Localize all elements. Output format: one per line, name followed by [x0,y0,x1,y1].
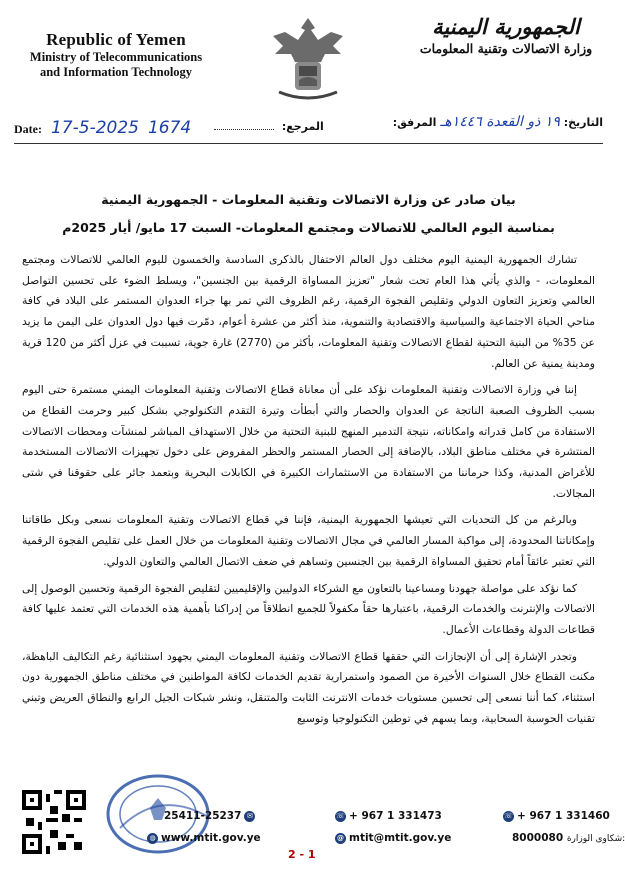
paragraph-3: وبالرغم من كل التحديات التي تعيشها الجمهورية اليمنية، فإننا في قطاع الاتصالات وتقنية المعلومات نسعى وبكل طاقاتنا وإمكاناتنا المحدودة، إلى مواكبة المسار العالمي في مجال الاتصالات وتقنية المعلومات من خلال العمل على تقليص الفجوة الرقمية التي تعتبر عائقاً أمام تحقيق المساواة الرقمية بين الجنسين وتساهم في ضعف الاتصال العالمي والتعاون الدولي. [22,513,595,568]
eagle-emblem-icon [265,10,351,106]
hijri-value: ١٩ ذو القعدة ١٤٤٦هـ [440,114,560,130]
complaints-number: 8000080 [512,832,564,844]
title-line-2: بمناسبة اليوم العالمي للاتصالات ومجتمع المعلومات- السبت 17 مايو/ أيار 2025م [62,220,555,235]
phone-icon: ☏ [504,811,513,820]
paragraph-2: إننا في وزارة الاتصالات وتقنية المعلومات نؤكد على أن معاناة قطاع الاتصالات وتقنية المعلومات اليمني مستمرة حتى اليوم بسبب الظروف الصعبة الناتجة عن العدوان والحصار والتي أبطأت وتيرة التقدم التكنولوجي بشكل كبير وحرمت القطاع من الاستفادة من كامل قدراته وامكاناته، نتيجة التدمير المنهج للبنية التحتية من خلال الاستهداف المباشر لمنشآت ومحطات الاتصالات المنتشرة في مختلف مناطق البلاد، بالإضافة إلى الحصار المستمر والحظر المفروض على دخول تجهيزات الاتصالات المستخدمة للأغراض المدنية، وكذا حرماننا من الاستفادة من الاستثمارات الكبيرة في الكابلات البحرية وبتعمد جائر على حقوقنا في شتى المجالات. [22,383,595,500]
phone-1-text: + 967 1 331473 [349,810,442,822]
date-field [14,118,191,138]
phone-2 [500,810,610,822]
ministry-name-ar: وزارة الاتصالات وتقنية المعلومات [419,41,593,56]
website-text: www.mtit.gov.ye [161,832,261,844]
paragraph-4: كما نؤكد على مواصلة جهودنا ومساعينا بالتعاون مع الشركاء الدوليين والإقليميين لتقليص الفجوة الرقمية وتحسين الوصول إلى الاتصالات والإنترنت والخدمات الرقمية، باعتبارها حقاً مكفولاً للجميع انطلاقاً من إدراكنا بأهمية هذه الخدمات التي تعتمد عليها كافة قطاعات الدولة وقطاعات الأعمال. [22,581,595,636]
paragraph-1: تشارك الجمهورية اليمنية اليوم مختلف دول العالم الاحتفال بالذكرى السادسة والخمسون لليوم العالمي للاتصالات ومجتمع المعلومات، - والذي يأتي هذا العام تحت شعار "تعزيز المساواة الرقمية بين الجنسين"، ويسلط الضوء على تحسين التواصل العالمي وتعزيز التعاون الدولي وتقليص الفجوة الرقمية، رغم الظروف التي تمر بها جراء العدوان المستمر على البلاد في كافة مناحي الحياة الاجتماعية والسياسية والاقتصادية والتنموية، منذ أكثر من عشرة أعوام، دمّرت فيها دول العدوان على اليمن ما يزيد عن 35% من البنية التحتية لقطاع الاتصالات وتقنية المعلومات، بأكثر من (2770) غارة جوية، تسببت في عزل أكثر من 120 قرية ومدينة يمنية عن العالم. [22,253,596,370]
globe-icon: ◍ [147,833,158,844]
title-line-1: بيان صادر عن وزارة الاتصالات وتقنية المعلومات - الجمهورية اليمنية [101,192,516,207]
ministry-name-en-line2: and Information Technology [39,65,193,79]
ref-field [214,120,324,133]
email-text: mtit@mtit.gov.ye [349,832,452,844]
complaints-label: شكاوى الوزارة: [566,834,625,844]
attach-label: المرفق: [392,116,437,129]
complaints-line [512,832,625,844]
ref-label: المرجع: [281,120,324,133]
country-name-ar: الجمهورية اليمنية [432,14,580,39]
fax-number [164,810,258,822]
reference-row [14,112,603,142]
phone-2-text: + 967 1 331460 [517,810,610,822]
statement-title [20,186,597,242]
statement-body [22,250,595,735]
hijri-label: التاريخ: [563,116,603,129]
email-icon: @ [337,833,344,842]
english-header [16,30,216,80]
date-label: Date: [14,122,42,136]
paragraph-5: وتجدر الإشارة إلى أن الإنجازات التي حققها قطاع الاتصالات وتقنية المعلومات اليمني بجهود استثنائية رغم التكاليف الباهظة، مكنت القطاع خلال السنوات الأخيرة من الصمود واستمرارية تقديم الخدمات لكافة المواطنين في مختلف مناطق الجمهورية دون استثناء، كما أننا نسعى إلى تحسين مستويات خدمات الانترنت الثابت والمتنقل، ونشر شبكات الجيل الرابع والنطاق العريض وتبني تقنيات الحوسبة السحابية، وبما يسهم في توطين التكنولوجيا وتوسيع [22,649,595,725]
ministry-name-en-line1: Ministry of Telecommunications [29,50,203,64]
phone-1 [332,810,442,822]
ref-dotted-line [214,129,274,130]
header-divider [14,143,603,144]
country-name-en: Republic of Yemen [46,30,186,49]
ref-number: 1674 [147,118,192,138]
hijri-date-field [393,114,603,130]
page-number: 2 - 1 [288,848,316,861]
fax-text: 25411-25237 [164,810,242,822]
website-link[interactable] [144,832,261,844]
arabic-header [411,14,601,58]
date-value: 17-5-2025 [50,118,139,138]
fax-icon: ✉ [244,811,255,822]
email-link[interactable] [332,832,451,844]
phone-icon: ☏ [336,811,345,820]
